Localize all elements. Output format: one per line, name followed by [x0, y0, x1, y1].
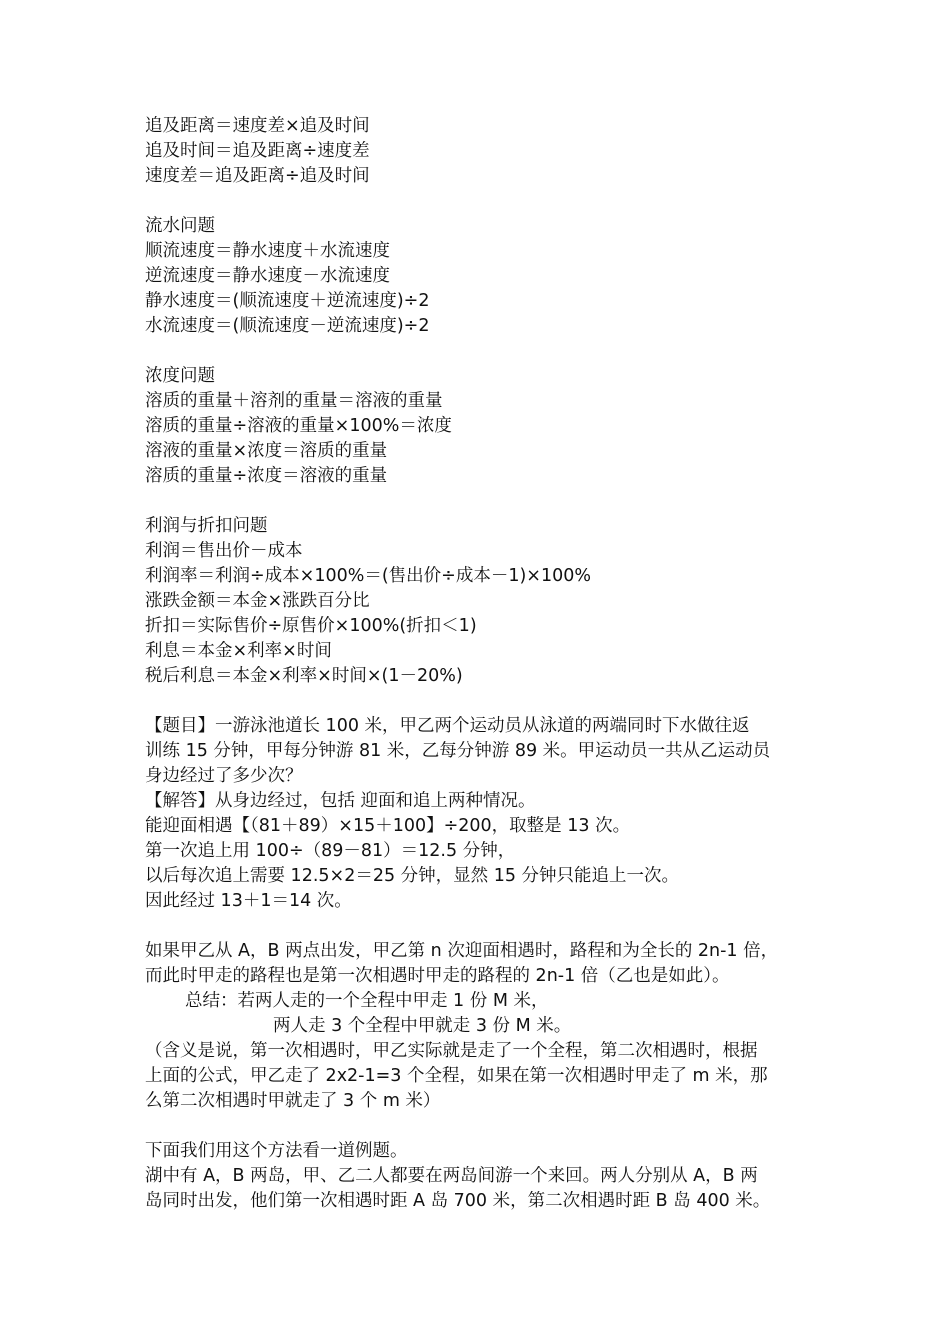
concentration-formula-4: 溶质的重量÷浓度＝溶液的重量 — [145, 466, 388, 486]
document-content — [145, 114, 815, 1214]
method-line-1: 如果甲乙从 A，B 两点出发，甲乙第 n 次迎面相遇时，路程和为全长的 2n-1 倍， — [145, 941, 779, 961]
profit-formula-3: 涨跌金额＝本金×涨跌百分比 — [145, 591, 370, 611]
concentration-formula-3: 溶液的重量×浓度＝溶质的重量 — [145, 441, 388, 461]
section-title-concentration: 浓度问题 — [145, 366, 215, 386]
blank-line — [145, 339, 815, 364]
profit-formula-6: 税后利息＝本金×利率×时间×(1－20%) — [145, 666, 463, 686]
section-title-current: 流水问题 — [145, 216, 215, 236]
profit-formula-1: 利润＝售出价－成本 — [145, 541, 303, 561]
answer-line-2: 能迎面相遇【（81＋89）×15＋100】÷200，取整是 13 次。 — [145, 816, 631, 836]
profit-formula-2: 利润率＝利润÷成本×100%＝(售出价÷成本－1)×100% — [145, 566, 592, 586]
profit-formula-4: 折扣＝实际售价÷原售价×100%(折扣＜1) — [145, 616, 477, 636]
section-title-profit: 利润与折扣问题 — [145, 516, 268, 536]
answer-line-3: 第一次追上用 100÷（89－81）＝12.5 分钟， — [145, 841, 516, 861]
current-formula-3: 静水速度＝(顺流速度＋逆流速度)÷2 — [145, 291, 430, 311]
pursuit-formula-1: 追及距离＝速度差×追及时间 — [145, 116, 370, 136]
summary-line-1: 总结：若两人走的一个全程中甲走 1 份 M 米， — [185, 991, 549, 1011]
blank-line — [145, 689, 815, 714]
example-line-1: 下面我们用这个方法看一道例题。 — [145, 1141, 408, 1161]
blank-line — [145, 1114, 815, 1139]
example-line-2: 湖中有 A，B 两岛，甲、乙二人都要在两岛间游一个来回。两人分别从 A，B 两 — [145, 1166, 758, 1186]
answer-line-1: 【解答】从身边经过，包括 迎面和追上两种情况。 — [145, 791, 536, 811]
current-formula-4: 水流速度＝(顺流速度－逆流速度)÷2 — [145, 316, 430, 336]
note-line-1: （含义是说，第一次相遇时，甲乙实际就是走了一个全程，第二次相遇时，根据 — [145, 1041, 758, 1061]
current-formula-1: 顺流速度＝静水速度＋水流速度 — [145, 241, 390, 261]
problem-line-1: 【题目】一游泳池道长 100 米，甲乙两个运动员从泳道的两端同时下水做往返 — [145, 716, 750, 736]
problem-line-2: 训练 15 分钟，甲每分钟游 81 米，乙每分钟游 89 米。甲运动员一共从乙运动员 — [145, 741, 771, 761]
method-line-2: 而此时甲走的路程也是第一次相遇时甲走的路程的 2n-1 倍（乙也是如此）。 — [145, 966, 730, 986]
pursuit-formula-2: 追及时间＝追及距离÷速度差 — [145, 141, 370, 161]
current-formula-2: 逆流速度＝静水速度－水流速度 — [145, 266, 390, 286]
answer-line-5: 因此经过 13＋1＝14 次。 — [145, 891, 352, 911]
blank-line — [145, 189, 815, 214]
example-line-3: 岛同时出发，他们第一次相遇时距 A 岛 700 米，第二次相遇时距 B 岛 400 米。 — [145, 1191, 771, 1211]
blank-line — [145, 914, 815, 939]
pursuit-formula-3: 速度差＝追及距离÷追及时间 — [145, 166, 370, 186]
problem-line-3: 身边经过了多少次？ — [145, 766, 303, 786]
note-line-2: 上面的公式，甲乙走了 2x2-1=3 个全程，如果在第一次相遇时甲走了 m 米，那 — [145, 1066, 768, 1086]
note-line-3: 么第二次相遇时甲就走了 3 个 m 米） — [145, 1091, 441, 1111]
concentration-formula-1: 溶质的重量＋溶剂的重量＝溶液的重量 — [145, 391, 443, 411]
answer-line-4: 以后每次追上需要 12.5×2＝25 分钟，显然 15 分钟只能追上一次。 — [145, 866, 680, 886]
summary-line-2: 两人走 3 个全程中甲就走 3 份 M 米。 — [273, 1016, 572, 1036]
blank-line — [145, 489, 815, 514]
profit-formula-5: 利息＝本金×利率×时间 — [145, 641, 332, 661]
concentration-formula-2: 溶质的重量÷溶液的重量×100%＝浓度 — [145, 416, 452, 436]
